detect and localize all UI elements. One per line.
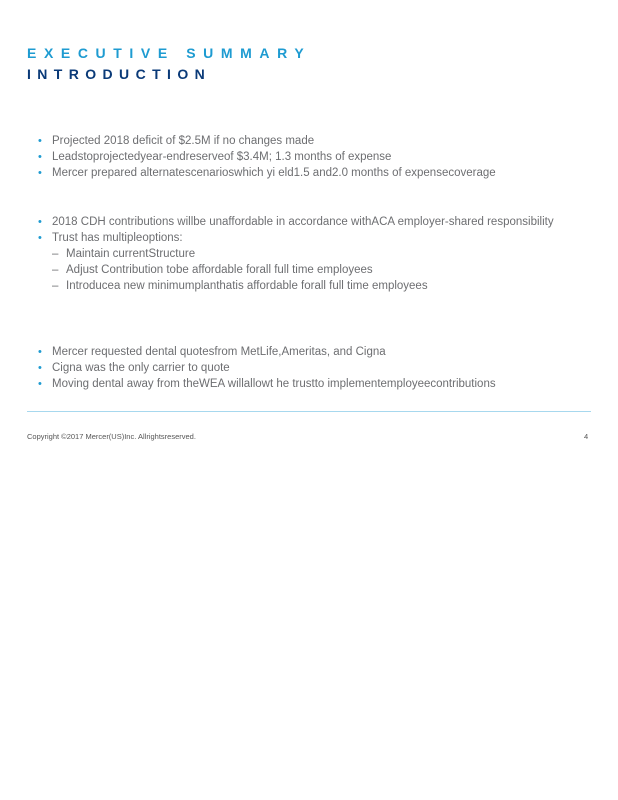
page-title: INTRODUCTION [27,66,212,82]
list-item [38,376,558,392]
list-item [38,214,558,230]
section-cdh [38,214,558,294]
sub-list-item [38,262,558,278]
sub-list-item [38,278,558,294]
list-item-text: 2018 CDH contributions willbe unaffordable in accordance withACA employer-shared responsibility [52,216,554,228]
bullet-icon: • [38,216,42,228]
list-item [38,149,558,165]
list-item [38,165,558,181]
sub-list-item-text: Maintain currentStructure [66,248,196,260]
bullet-icon: • [38,232,42,244]
list-item-text: Moving dental away from theWEA willallowt he trustto implementemployeecontributions [52,378,496,390]
list-item [38,344,558,360]
bullet-icon: • [38,346,42,358]
list-item [38,230,558,246]
list-item [38,360,558,376]
section-title: EXECUTIVE SUMMARY [27,45,312,61]
section-deficit [38,133,558,181]
dash-icon: – [52,264,59,276]
sub-list-item-text: Adjust Contribution tobe affordable forall full time employees [66,264,373,276]
sub-list-item [38,246,558,262]
footer-divider [27,411,591,412]
list-item-text: Mercer prepared alternatescenarioswhich yi eld1.5 and2.0 months of expensecoverage [52,167,496,179]
bullet-icon: • [38,135,42,147]
dash-icon: – [52,248,59,260]
copyright-text: Copyright ©2017 Mercer(US)Inc. Allrightsreserved. [27,432,196,441]
section-dental [38,344,558,392]
bullet-icon: • [38,378,42,390]
sub-list-item-text: Introducea new minimumplanthatis affordable forall full time employees [66,280,428,292]
list-item-text: Leadstoprojectedyear-endreserveof $3.4M; 1.3 months of expense [52,151,392,163]
bullet-icon: • [38,362,42,374]
bullet-icon: • [38,167,42,179]
dash-icon: – [52,280,59,292]
list-item-text: Trust has multipleoptions: [52,232,183,244]
list-item [38,133,558,149]
list-item-text: Projected 2018 deficit of $2.5M if no changes made [52,135,315,147]
page-number: 4 [584,432,589,441]
list-item-text: Mercer requested dental quotesfrom MetLife,Ameritas, and Cigna [52,346,386,358]
bullet-icon: • [38,151,42,163]
list-item-text: Cigna was the only carrier to quote [52,362,230,374]
